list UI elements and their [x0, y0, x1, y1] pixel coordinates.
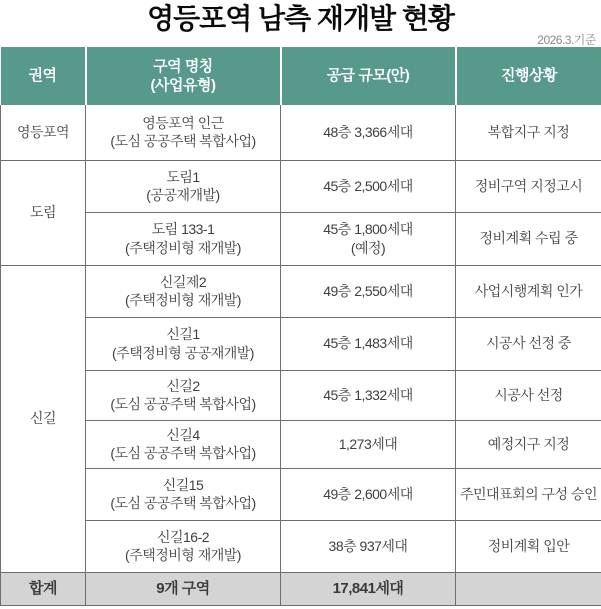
- header-cell-status: 진행상황: [456, 47, 601, 105]
- zone-type: (도심 공공주택 복합사업): [110, 495, 256, 511]
- header-zone-line2: (사업유형): [150, 77, 216, 94]
- header-cell-supply: 공급 규모(안): [281, 47, 456, 105]
- status-cell: 복합지구 지정: [456, 105, 601, 160]
- zone-name: 신길15: [162, 476, 204, 493]
- zone-cell: [86, 520, 281, 572]
- supply-cell: 38층 937세대: [281, 520, 456, 572]
- zone-type: (공공재개발): [146, 187, 220, 203]
- zone-cell: [86, 105, 281, 160]
- header-row: [1, 47, 601, 105]
- header-zone-line1: 구역 명칭: [153, 57, 213, 75]
- zone-name: 신길16-2: [156, 528, 210, 545]
- as-of-date: 2026.3.기준: [537, 33, 596, 47]
- zone-type: (도심 공공주택 복합사업): [110, 445, 256, 461]
- status-cell: 사업시행계획 인가: [456, 265, 601, 317]
- zone-name: 신길4: [166, 426, 200, 443]
- district-cell-yeongdeungpo: 영등포역: [1, 105, 86, 160]
- table-row: [1, 317, 601, 370]
- supply-line1: 45층 1,800세대: [323, 221, 413, 238]
- zone-type: (도심 공공주택 복합사업): [110, 133, 256, 150]
- supply-cell: 45층 1,483세대: [281, 317, 456, 370]
- zone-name: 신길제2: [159, 273, 207, 290]
- zone-cell: [86, 160, 281, 212]
- redevelopment-table: [0, 47, 601, 606]
- table-row: [1, 105, 601, 160]
- zone-cell: [86, 370, 281, 420]
- status-cell: 정비구역 지정고시: [456, 160, 601, 212]
- zone-name: 도림 133-1: [151, 221, 215, 238]
- zone-type: (주택정비형 공공재개발): [112, 344, 254, 361]
- zone-cell: [86, 468, 281, 520]
- status-cell: 예정지구 지정: [456, 420, 601, 468]
- total-status-cell: [456, 572, 601, 605]
- zone-type: (주택정비형 재개발): [125, 547, 241, 563]
- header-cell-district: 권역: [1, 47, 86, 105]
- supply-cell: 49층 2,600세대: [281, 468, 456, 520]
- zone-name: 영등포역 인근: [142, 115, 224, 132]
- supply-cell: [281, 212, 456, 265]
- zone-cell: [86, 212, 281, 265]
- table-row: [1, 420, 601, 468]
- zone-type: (도심 공공주택 복합사업): [110, 396, 256, 412]
- supply-cell: 45층 1,332세대: [281, 370, 456, 420]
- total-row: [1, 572, 601, 605]
- table-row: [1, 160, 601, 212]
- header-cell-zone: [86, 47, 281, 105]
- supply-line2: (예정): [350, 239, 386, 256]
- page-title: 영등포역 남측 재개발 현황: [147, 3, 454, 34]
- total-zones-cell: 9개 구역: [86, 572, 281, 605]
- district-cell-singil: 신길: [1, 265, 86, 572]
- supply-cell: 1,273세대: [281, 420, 456, 468]
- status-cell: 정비계획 입안: [456, 520, 601, 572]
- district-cell-dorim: 도림: [1, 160, 86, 265]
- supply-cell: 45층 2,500세대: [281, 160, 456, 212]
- table-row: [1, 468, 601, 520]
- table-row: [1, 265, 601, 317]
- zone-name: 신길2: [166, 377, 200, 394]
- total-label-cell: 합계: [1, 572, 86, 605]
- status-cell: 시공사 선정: [456, 370, 601, 420]
- table-row: [1, 212, 601, 265]
- table-row: [1, 370, 601, 420]
- table-row: [1, 520, 601, 572]
- total-households-cell: 17,841세대: [281, 572, 456, 605]
- zone-type: (주택정비형 재개발): [125, 239, 241, 256]
- zone-name: 도림1: [166, 168, 200, 185]
- zone-cell: [86, 317, 281, 370]
- status-cell: 시공사 선정 중: [456, 317, 601, 370]
- supply-cell: 49층 2,550세대: [281, 265, 456, 317]
- supply-cell: 48층 3,366세대: [281, 105, 456, 160]
- zone-cell: [86, 420, 281, 468]
- status-cell: 주민대표회의 구성 승인: [456, 468, 601, 520]
- zone-type: (주택정비형 재개발): [125, 292, 241, 308]
- zone-cell: [86, 265, 281, 317]
- zone-name: 신길1: [166, 326, 200, 343]
- status-cell: 정비계획 수립 중: [456, 212, 601, 265]
